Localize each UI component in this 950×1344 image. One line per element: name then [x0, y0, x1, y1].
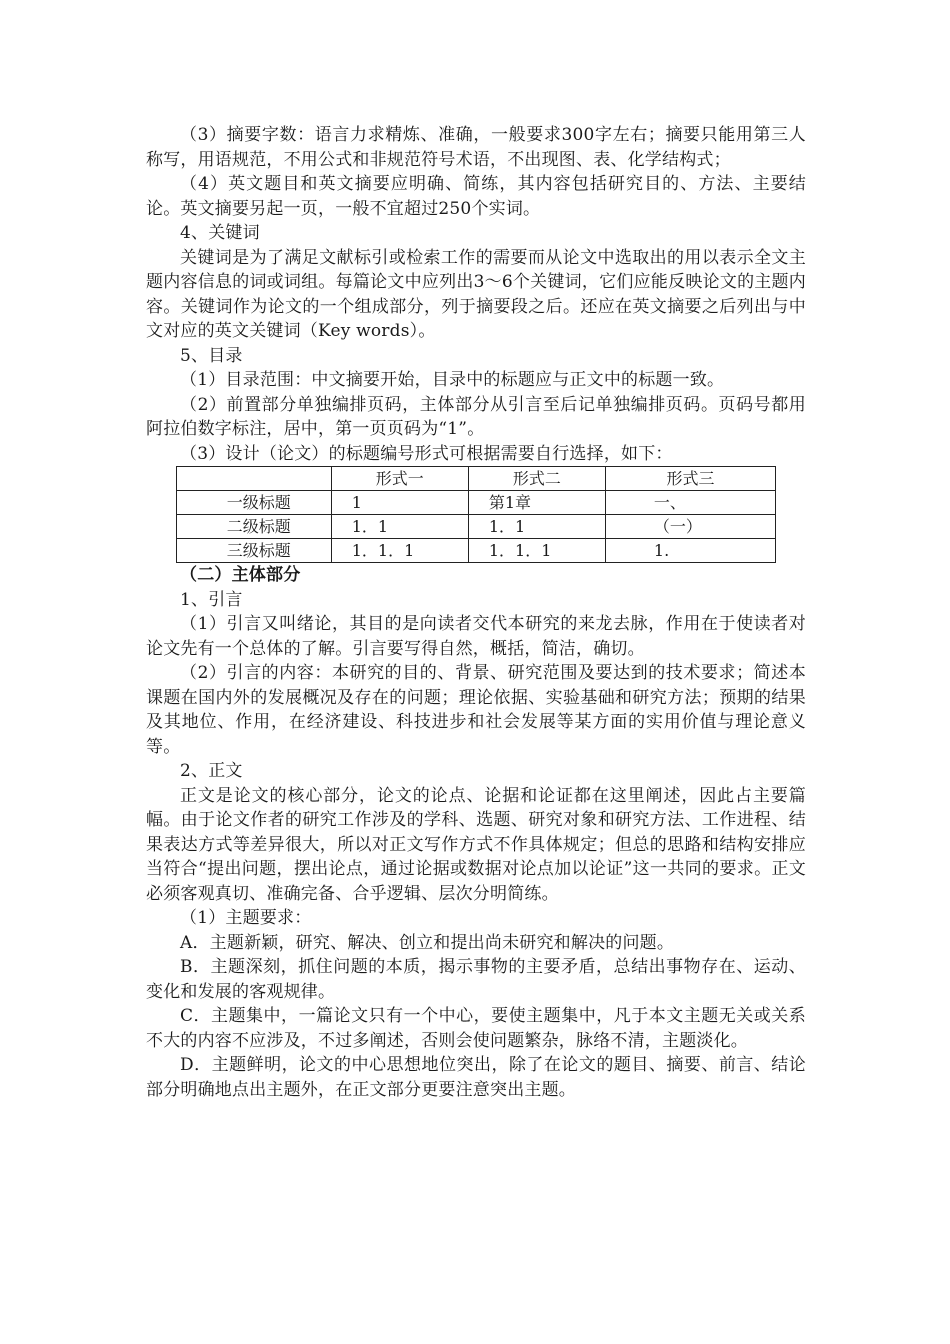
paragraph-page-numbering: （2）前置部分单独编排页码，主体部分从引言至后记单独编排页码。页码号都用阿拉伯数字标注，居中，第一页页码为“1”。 [146, 394, 806, 439]
table-header-row [177, 467, 776, 491]
table-cell: 1．1 [331, 515, 468, 539]
heading-format-table [176, 466, 776, 563]
table-cell: 1．1．1 [468, 539, 605, 563]
table-row [177, 539, 776, 563]
table-cell: 三级标题 [177, 539, 332, 563]
table-cell: 第1章 [468, 491, 605, 515]
table-cell: 二级标题 [177, 515, 332, 539]
paragraph-theme-d: D．主题鲜明，论文的中心思想地位突出，除了在论文的题目、摘要、前言、结论部分明确地点出主题外，在正文部分更要注意突出主题。 [146, 1055, 806, 1100]
table-row [177, 491, 776, 515]
heading-keywords: 4、关键词 [180, 223, 260, 243]
paragraph-heading-format: （3）设计（论文）的标题编号形式可根据需要自行选择，如下： [180, 443, 673, 464]
table-header-cell: 形式一 [331, 467, 468, 491]
heading-introduction: 1、引言 [180, 589, 243, 610]
paragraph-contents-scope: （1）目录范围：中文摘要开始，目录中的标题应与正文中的标题一致。 [180, 370, 725, 390]
heading-theme-requirements: （1）主题要求： [180, 908, 312, 928]
paragraph-theme-a: A．主题新颖，研究、解决、创立和提出尚未研究和解决的问题。 [180, 932, 675, 953]
table-cell: 1．1．1 [331, 539, 468, 563]
table-cell: 一、 [605, 491, 775, 515]
document-body [146, 123, 806, 1102]
table-header-cell: 形式二 [468, 467, 605, 491]
paragraph-theme-c: C．主题集中，一篇论文只有一个中心，要使主题集中，凡于本文主题无关或关系不大的内容不应涉及，不过多阐述，否则会使问题繁杂，脉络不清，主题淡化。 [146, 1006, 806, 1051]
paragraph-introduction-purpose: （1）引言又叫绪论，其目的是向读者交代本研究的来龙去脉，作用在于使读者对论文先有一个总体的了解。引言要写得自然，概括，简洁，确切。 [146, 614, 806, 659]
heading-main-text: 2、正文 [180, 761, 243, 781]
table-cell: 1. [605, 539, 775, 563]
heading-contents: 5、目录 [180, 345, 243, 366]
table-cell: 一级标题 [177, 491, 332, 515]
paragraph-keywords: 关键词是为了满足文献标引或检索工作的需要而从论文中选取出的用以表示全文主题内容信息的词或词组。每篇论文中应列出3～6个关键词，它们应能反映论文的主题内容。关键词作为论文的一个组成部分，列于摘要段之后。还应在英文摘要之后列出与中文对应的英文关键词（Key words）。 [146, 247, 806, 341]
heading-main-body: （二）主体部分 [180, 565, 301, 585]
paragraph-theme-b: B．主题深刻，抓住问题的本质，揭示事物的主要矛盾，总结出事物存在、运动、变化和发展的客观规律。 [146, 957, 806, 1002]
table-cell: 1．1 [468, 515, 605, 539]
table-header-cell [177, 467, 332, 491]
paragraph-introduction-content: （2）引言的内容：本研究的目的、背景、研究范围及要达到的技术要求；简述本课题在国内外的发展概况及存在的问题；理论依据、实验基础和研究方法；预期的结果及其地位、作用，在经济建设、科技进步和社会发展等某方面的实用价值与理论意义等。 [146, 663, 806, 757]
paragraph-abstract-length: （3）摘要字数：语言力求精炼、准确，一般要求300字左右；摘要只能用第三人称写，用语规范，不用公式和非规范符号术语，不出现图、表、化学结构式； [146, 125, 806, 170]
table-cell: 1 [331, 491, 468, 515]
table-row [177, 515, 776, 539]
table-header-cell: 形式三 [605, 467, 775, 491]
paragraph-main-text: 正文是论文的核心部分，论文的论点、论据和论证都在这里阐述，因此占主要篇幅。由于论文作者的研究工作涉及的学科、选题、研究对象和研究方法、工作进程、结果表达方式等差异很大，所以对正文写作方式不作具体规定；但总的思路和结构安排应当符合“提出问题，摆出论点，通过论据或数据对论点加以论证”这一共同的要求。正文必须客观真切、准确完备、合乎逻辑、层次分明简练。 [146, 785, 806, 904]
table-cell: （一） [605, 515, 775, 539]
paragraph-english-abstract: （4）英文题目和英文摘要应明确、简练，其内容包括研究目的、方法、主要结论。英文摘要另起一页，一般不宜超过250个实词。 [146, 174, 806, 219]
